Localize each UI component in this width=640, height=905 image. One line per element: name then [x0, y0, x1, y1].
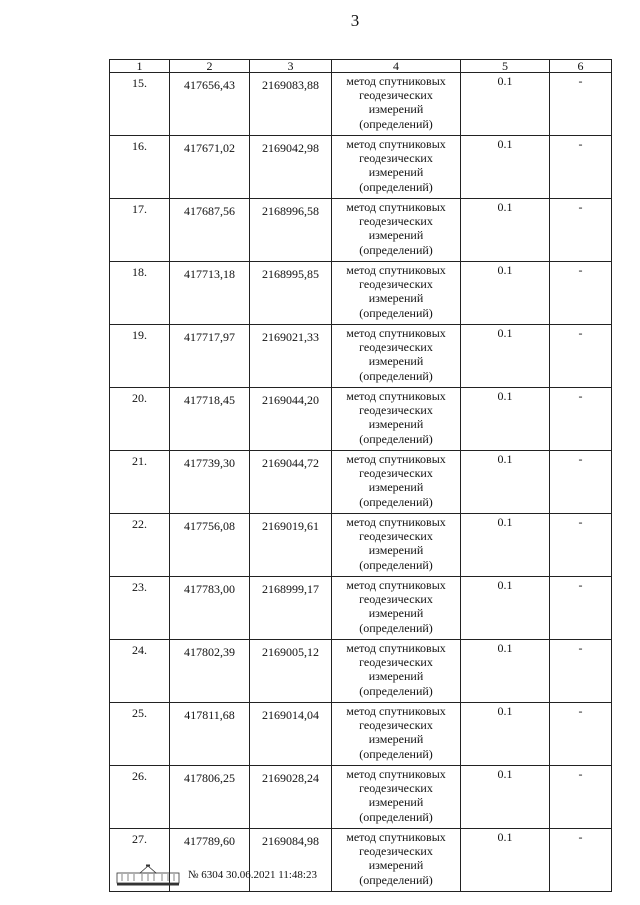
point-number: 24.: [110, 640, 170, 703]
note-value: -: [550, 388, 612, 451]
accuracy-value: 0.1: [461, 73, 550, 136]
coordinate-y: 2169042,98: [250, 136, 332, 199]
table-row: [110, 514, 612, 577]
coordinate-x: 417811,68: [170, 703, 250, 766]
table-row: [110, 73, 612, 136]
note-value: -: [550, 829, 612, 892]
coordinate-y: 2168999,17: [250, 577, 332, 640]
note-value: -: [550, 262, 612, 325]
point-number: 26.: [110, 766, 170, 829]
header-col-2: 2: [170, 60, 250, 73]
coordinate-y: 2169083,88: [250, 73, 332, 136]
coordinate-x: 417756,08: [170, 514, 250, 577]
accuracy-value: 0.1: [461, 262, 550, 325]
note-value: -: [550, 73, 612, 136]
point-number: 27.: [110, 829, 170, 892]
table-row: [110, 262, 612, 325]
header-col-5: 5: [461, 60, 550, 73]
note-value: -: [550, 640, 612, 703]
table-row: [110, 766, 612, 829]
coordinate-y: 2169084,98: [250, 829, 332, 892]
coordinate-y: 2168996,58: [250, 199, 332, 262]
measurement-method: метод спутниковых геодезических измерений (определений): [332, 703, 461, 766]
coordinate-y: 2169044,72: [250, 451, 332, 514]
measurement-method: метод спутниковых геодезических измерений (определений): [332, 262, 461, 325]
accuracy-value: 0.1: [461, 325, 550, 388]
table-row: [110, 451, 612, 514]
note-value: -: [550, 577, 612, 640]
page-number: 3: [350, 11, 360, 30]
coordinate-x: 417806,25: [170, 766, 250, 829]
measurement-method: метод спутниковых геодезических измерений (определений): [332, 325, 461, 388]
coordinate-x: 417789,60: [170, 829, 250, 892]
coordinate-x: 417783,00: [170, 577, 250, 640]
table-row: [110, 199, 612, 262]
note-value: -: [550, 451, 612, 514]
header-col-4: 4: [332, 60, 461, 73]
coordinate-x: 417717,97: [170, 325, 250, 388]
coordinate-y: 2169044,20: [250, 388, 332, 451]
measurement-method: метод спутниковых геодезических измерений (определений): [332, 136, 461, 199]
document-footer: [116, 863, 317, 887]
point-number: 19.: [110, 325, 170, 388]
note-value: -: [550, 703, 612, 766]
header-col-6: 6: [550, 60, 612, 73]
accuracy-value: 0.1: [461, 451, 550, 514]
coordinate-y: 2169019,61: [250, 514, 332, 577]
point-number: 18.: [110, 262, 170, 325]
measurement-method: метод спутниковых геодезических измерений (определений): [332, 388, 461, 451]
point-number: 20.: [110, 388, 170, 451]
table-row: [110, 136, 612, 199]
coordinate-y: 2169028,24: [250, 766, 332, 829]
table-row: [110, 325, 612, 388]
measurement-method: метод спутниковых геодезических измерений (определений): [332, 829, 461, 892]
coordinate-y: 2169021,33: [250, 325, 332, 388]
point-number: 25.: [110, 703, 170, 766]
point-number: 16.: [110, 136, 170, 199]
point-number: 15.: [110, 73, 170, 136]
header-col-3: 3: [250, 60, 332, 73]
measurement-method: метод спутниковых геодезических измерений (определений): [332, 451, 461, 514]
note-value: -: [550, 514, 612, 577]
accuracy-value: 0.1: [461, 388, 550, 451]
accuracy-value: 0.1: [461, 136, 550, 199]
table-header-row: [110, 60, 612, 73]
table-row: [110, 577, 612, 640]
coordinate-y: 2168995,85: [250, 262, 332, 325]
note-value: -: [550, 199, 612, 262]
coordinate-x: 417802,39: [170, 640, 250, 703]
measurement-method: метод спутниковых геодезических измерений (определений): [332, 73, 461, 136]
measurement-method: метод спутниковых геодезических измерений (определений): [332, 514, 461, 577]
registration-number: № 6304 30.06.2021 11:48:23: [188, 869, 317, 881]
measurement-method: метод спутниковых геодезических измерений (определений): [332, 199, 461, 262]
government-building-stamp-icon: [116, 864, 180, 886]
note-value: -: [550, 136, 612, 199]
accuracy-value: 0.1: [461, 514, 550, 577]
table-row: [110, 703, 612, 766]
note-value: -: [550, 766, 612, 829]
accuracy-value: 0.1: [461, 829, 550, 892]
table-row: [110, 640, 612, 703]
measurement-method: метод спутниковых геодезических измерений (определений): [332, 766, 461, 829]
accuracy-value: 0.1: [461, 640, 550, 703]
measurement-method: метод спутниковых геодезических измерений (определений): [332, 577, 461, 640]
point-number: 23.: [110, 577, 170, 640]
point-number: 17.: [110, 199, 170, 262]
table-row: [110, 388, 612, 451]
coordinate-x: 417713,18: [170, 262, 250, 325]
point-number: 21.: [110, 451, 170, 514]
note-value: -: [550, 325, 612, 388]
coordinate-x: 417671,02: [170, 136, 250, 199]
measurement-method: метод спутниковых геодезических измерений (определений): [332, 640, 461, 703]
header-col-1: 1: [110, 60, 170, 73]
coordinate-x: 417739,30: [170, 451, 250, 514]
coordinate-x: 417656,43: [170, 73, 250, 136]
coordinate-y: 2169005,12: [250, 640, 332, 703]
coordinate-y: 2169014,04: [250, 703, 332, 766]
accuracy-value: 0.1: [461, 703, 550, 766]
coordinates-table: [109, 59, 612, 892]
accuracy-value: 0.1: [461, 199, 550, 262]
coordinate-x: 417687,56: [170, 199, 250, 262]
coordinate-x: 417718,45: [170, 388, 250, 451]
accuracy-value: 0.1: [461, 766, 550, 829]
accuracy-value: 0.1: [461, 577, 550, 640]
point-number: 22.: [110, 514, 170, 577]
